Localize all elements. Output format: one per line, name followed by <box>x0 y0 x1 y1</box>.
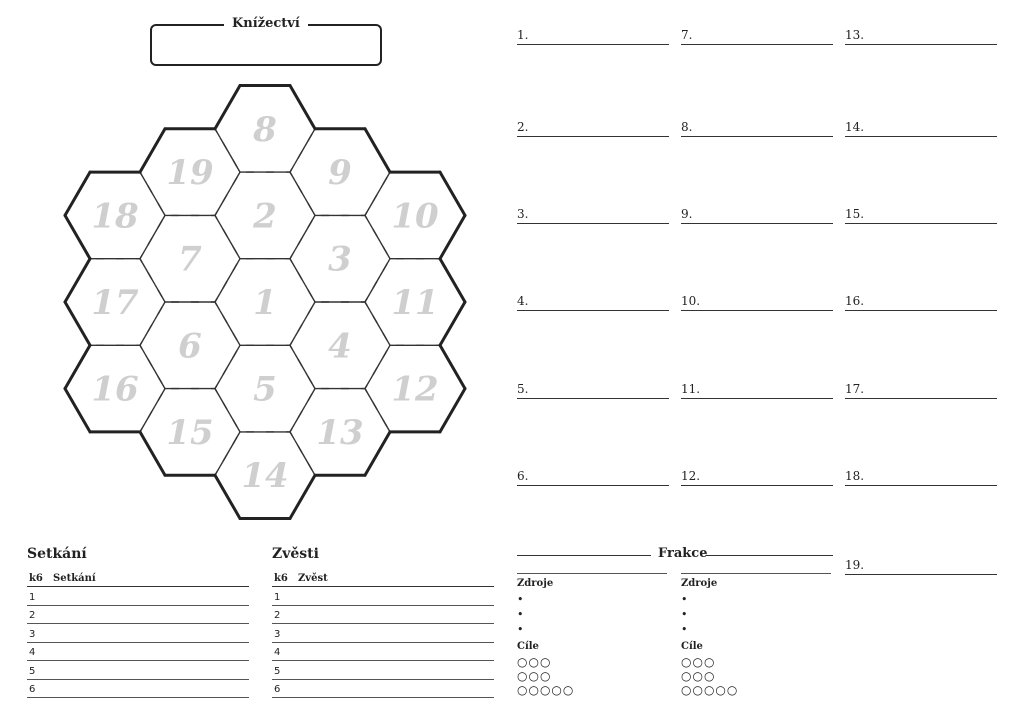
hex-number-10: 10 <box>391 196 439 237</box>
factions-title: Frakce <box>658 546 708 561</box>
hex-map-border-edge <box>140 129 165 172</box>
faction-resource-slot[interactable]: • <box>681 593 688 606</box>
hex-map-border-edge <box>65 172 90 215</box>
hex-map-border-edge <box>440 259 465 302</box>
hex-number-8: 8 <box>253 109 277 150</box>
faction-resource-slot[interactable]: • <box>681 608 688 621</box>
factions-divider-right <box>706 555 833 556</box>
location-line-number: 17. <box>845 382 865 396</box>
rumors-row-number: 2 <box>274 610 281 621</box>
hex-number-14: 14 <box>241 456 289 497</box>
hex-map-border-edge <box>440 345 465 388</box>
location-line-15[interactable] <box>845 203 997 224</box>
factions-divider-left <box>517 555 651 556</box>
hex-map-border-edge <box>440 302 465 345</box>
faction-resource-slot[interactable]: • <box>517 623 524 636</box>
hex-number-15: 15 <box>166 412 214 453</box>
location-line-13[interactable] <box>845 24 997 45</box>
hex-map-border-edge <box>65 345 90 388</box>
encounters-row-number: 3 <box>29 628 36 640</box>
encounters-row[interactable] <box>27 680 249 699</box>
location-line-number: 1. <box>517 28 529 42</box>
encounters-row-number: 1 <box>29 591 36 603</box>
faction-goal-tracker[interactable]: ○○○○○ <box>681 683 739 697</box>
hex-map-border-edge <box>440 172 465 215</box>
rumors-row[interactable] <box>272 680 494 699</box>
rumors-row-number: 6 <box>274 684 281 695</box>
hex-map-border-edge <box>365 432 390 475</box>
hex-map-border-edge <box>65 389 90 432</box>
hex-number-3: 3 <box>328 239 352 280</box>
faction-goals-label: Cíle <box>517 641 539 652</box>
rumors-row[interactable] <box>272 606 494 625</box>
hex-map-border-edge <box>365 129 390 172</box>
faction-goal-tracker[interactable]: ○○○ <box>517 669 552 683</box>
encounters-row[interactable] <box>27 661 249 680</box>
hex-number-11: 11 <box>391 283 439 323</box>
encounters-col-header: Setkání <box>53 573 96 584</box>
hex-number-1: 1 <box>253 283 277 323</box>
faction-goal-tracker[interactable]: ○○○ <box>681 669 716 683</box>
faction-goal-tracker[interactable]: ○○○ <box>681 655 716 669</box>
rumors-row[interactable] <box>272 643 494 662</box>
hex-number-4: 4 <box>328 326 352 367</box>
faction-column-2 <box>681 573 831 697</box>
hex-map <box>60 84 470 520</box>
location-line-number: 4. <box>517 294 529 308</box>
hex-number-16: 16 <box>91 369 139 410</box>
location-line-6[interactable] <box>517 465 669 486</box>
location-line-number: 15. <box>845 207 865 221</box>
location-line-2[interactable] <box>517 116 669 137</box>
location-line-number: 19. <box>845 558 865 572</box>
faction-resource-slot[interactable]: • <box>681 623 688 636</box>
location-line-number: 3. <box>517 207 529 221</box>
location-line-number: 9. <box>681 207 693 221</box>
location-line-12[interactable] <box>681 465 833 486</box>
location-line-5[interactable] <box>517 378 669 399</box>
faction-goals-label: Cíle <box>681 641 703 652</box>
faction-column-1 <box>517 573 667 697</box>
hex-map-border-edge <box>440 389 465 432</box>
location-line-10[interactable] <box>681 290 833 311</box>
encounters-table-header <box>27 570 249 587</box>
location-line-number: 11. <box>681 382 701 396</box>
hex-map-border-edge <box>65 215 90 258</box>
encounters-table <box>27 570 249 698</box>
hex-number-18: 18 <box>91 196 139 237</box>
encounters-row[interactable] <box>27 643 249 662</box>
hex-number-7: 7 <box>178 239 202 280</box>
rumors-die-header: k6 <box>274 573 288 584</box>
encounters-row[interactable] <box>27 587 249 606</box>
location-line-4[interactable] <box>517 290 669 311</box>
encounters-row-number: 5 <box>29 665 36 677</box>
faction-resources-label: Zdroje <box>681 578 718 589</box>
hex-number-2: 2 <box>253 196 277 237</box>
location-line-9[interactable] <box>681 203 833 224</box>
encounters-row[interactable] <box>27 624 249 643</box>
hex-number-13: 13 <box>316 412 364 453</box>
hex-number-17: 17 <box>91 283 139 323</box>
location-line-number: 13. <box>845 28 865 42</box>
hex-map-border-edge <box>215 86 240 129</box>
hex-map-border-edge <box>140 432 165 475</box>
location-line-8[interactable] <box>681 116 833 137</box>
faction-resource-slot[interactable]: • <box>517 593 524 606</box>
location-line-1[interactable] <box>517 24 669 45</box>
hex-map-border-edge <box>440 215 465 258</box>
hex-map-border-edge <box>290 86 315 129</box>
faction-resource-slot[interactable]: • <box>517 608 524 621</box>
location-line-number: 7. <box>681 28 693 42</box>
location-line-18[interactable] <box>845 465 997 486</box>
hex-map-border-edge <box>215 475 240 518</box>
location-line-number: 8. <box>681 120 693 134</box>
location-line-17[interactable] <box>845 378 997 399</box>
page-title: Knížectví <box>224 16 308 31</box>
location-line-number: 12. <box>681 469 701 483</box>
rumors-col-header: Zvěst <box>298 573 328 584</box>
rumors-title: Zvěsti <box>272 546 319 562</box>
encounters-row-number: 6 <box>29 684 36 695</box>
location-line-number: 18. <box>845 469 865 483</box>
faction-goal-tracker[interactable]: ○○○ <box>517 655 552 669</box>
hex-map-border-edge <box>65 259 90 302</box>
location-line-number: 6. <box>517 469 529 483</box>
location-line-11[interactable] <box>681 378 833 399</box>
rumors-row-number: 3 <box>274 628 281 640</box>
hex-number-12: 12 <box>391 369 439 410</box>
location-line-7[interactable] <box>681 24 833 45</box>
rumors-row[interactable] <box>272 587 494 606</box>
location-line-number: 5. <box>517 382 529 396</box>
location-line-14[interactable] <box>845 116 997 137</box>
rumors-table <box>272 570 494 698</box>
rumors-table-header <box>272 570 494 587</box>
encounters-row-number: 4 <box>29 647 36 658</box>
rumors-row-number: 5 <box>274 665 281 677</box>
rumors-row[interactable] <box>272 624 494 643</box>
encounters-die-header: k6 <box>29 573 43 584</box>
encounters-title: Setkání <box>27 546 87 562</box>
rumors-row-number: 1 <box>274 591 281 603</box>
hex-number-6: 6 <box>178 326 202 367</box>
location-line-3[interactable] <box>517 203 669 224</box>
rumors-row-number: 4 <box>274 647 281 658</box>
faction-resources-label: Zdroje <box>517 578 554 589</box>
hex-number-19: 19 <box>166 153 214 194</box>
rumors-row[interactable] <box>272 661 494 680</box>
location-line-number: 2. <box>517 120 529 134</box>
encounters-row[interactable] <box>27 606 249 625</box>
hex-map-border-edge <box>290 475 315 518</box>
hex-number-9: 9 <box>328 153 352 194</box>
location-line-number: 16. <box>845 294 865 308</box>
location-line-number: 10. <box>681 294 701 308</box>
location-line-19[interactable] <box>845 554 997 575</box>
faction-goal-tracker[interactable]: ○○○○○ <box>517 683 575 697</box>
encounters-row-number: 2 <box>29 610 36 621</box>
hex-map-border-edge <box>65 302 90 345</box>
hex-number-5: 5 <box>253 369 277 410</box>
location-line-number: 14. <box>845 120 865 134</box>
location-line-16[interactable] <box>845 290 997 311</box>
